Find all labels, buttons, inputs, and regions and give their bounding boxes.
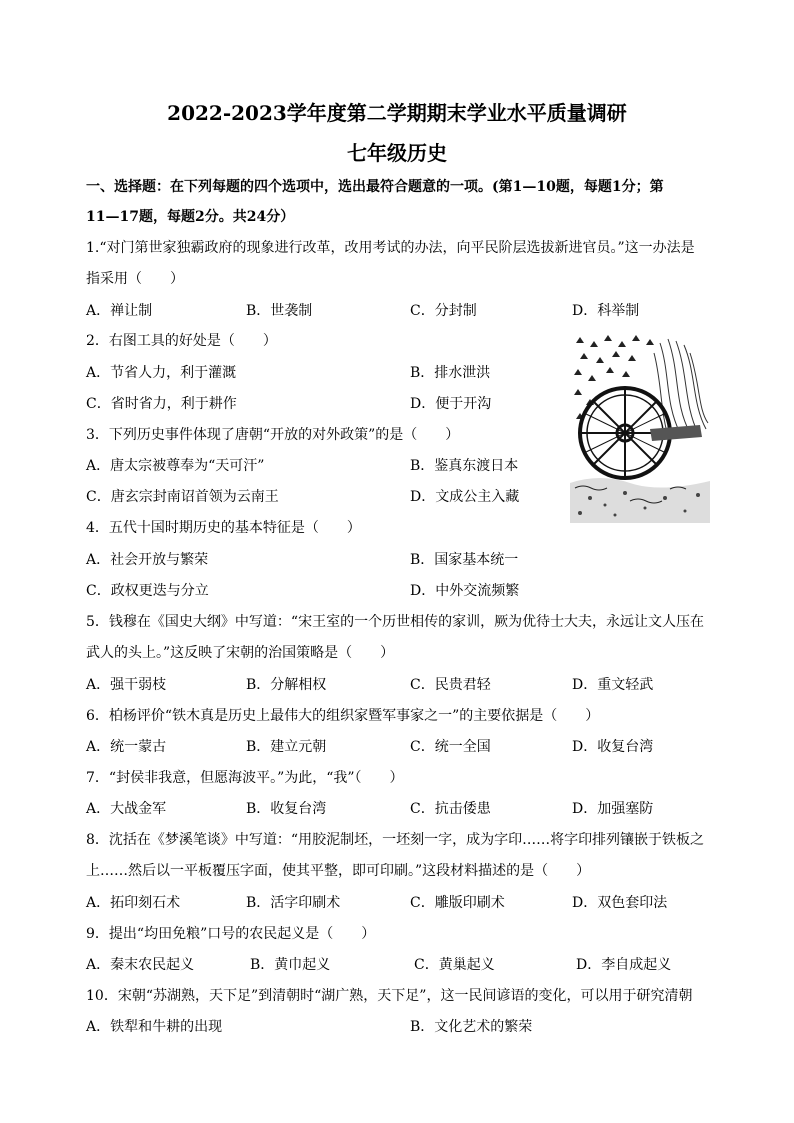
q9-stem: 9．提出“均田免粮”口号的农民起义是（ ） — [86, 926, 376, 942]
q1-option-c: C．分封制 — [410, 303, 477, 319]
q6-option-d: D．收复台湾 — [572, 739, 654, 755]
q1-option-a: A．禅让制 — [86, 303, 153, 319]
q4-option-c: C．政权更迭与分立 — [86, 583, 209, 599]
q3-option-a: A．唐太宗被尊奉为“天可汗” — [86, 458, 265, 474]
q7-option-d: D．加强塞防 — [572, 801, 654, 817]
q10-stem: 10．宋朝“苏湖熟，天下足”到清朝时“湖广熟，天下足”，这一民间谚语的变化，可以用于研究清朝 — [86, 988, 693, 1004]
q1-stem-line2: 指采用（ ） — [86, 271, 184, 287]
q7-option-a: A．大战金军 — [86, 801, 167, 817]
q4-option-a: A．社会开放与繁荣 — [86, 552, 209, 568]
q6-option-b: B．建立元朝 — [246, 739, 327, 755]
exam-title: 2022-2023学年度第二学期期末学业水平质量调研 — [167, 101, 627, 125]
q10-option-b: B．文化艺术的繁荣 — [410, 1019, 533, 1035]
exam-subtitle: 七年级历史 — [347, 141, 447, 165]
q8-stem-line2: 上……然后以一平板覆压字面，使其平整，即可印刷。”这段材料描述的是（ ） — [86, 863, 591, 879]
q8-option-a: A．拓印刻石术 — [86, 895, 181, 911]
q6-option-c: C．统一全国 — [410, 739, 491, 755]
q6-option-a: A．统一蒙古 — [86, 739, 167, 755]
q1-stem-line1: 1.“对门第世家独霸政府的现象进行改革，改用考试的办法，向平民阶层选拔新进官员。”这一办法是 — [86, 240, 695, 256]
q4-stem: 4．五代十国时期历史的基本特征是（ ） — [86, 520, 361, 536]
q1-option-d: D．科举制 — [572, 303, 640, 319]
q9-option-a: A．秦末农民起义 — [86, 957, 195, 973]
section-instructions-line2: 11—17题，每题2分。共24分） — [86, 209, 295, 225]
q7-option-c: C．抗击倭患 — [410, 801, 491, 817]
q3-option-c: C．唐玄宗封南诏首领为云南王 — [86, 489, 279, 505]
q3-option-b: B．鉴真东渡日本 — [410, 458, 519, 474]
q3-option-d: D．文成公主入藏 — [410, 489, 520, 505]
q5-option-a: A．强干弱枝 — [86, 677, 167, 693]
q9-option-d: D．李自成起义 — [576, 957, 672, 973]
q8-option-c: C．雕版印刷术 — [410, 895, 505, 911]
waterwheel-illustration — [570, 333, 710, 523]
q5-option-c: C．民贵君轻 — [410, 677, 491, 693]
q1-option-b: B．世袭制 — [246, 303, 313, 319]
q3-stem: 3．下列历史事件体现了唐朝“开放的对外政策”的是（ ） — [86, 427, 460, 443]
q2-option-a: A．节省人力，利于灌溉 — [86, 365, 237, 381]
q8-option-b: B．活字印刷术 — [246, 895, 341, 911]
section-instructions-line1: 一、选择题：在下列每题的四个选项中，选出最符合题意的一项。(第1—10题，每题1分；第 — [86, 179, 664, 195]
q5-option-d: D．重文轻武 — [572, 677, 654, 693]
q6-stem: 6．柏杨评价“铁木真是历史上最伟大的组织家暨军事家之一”的主要依据是（ ） — [86, 708, 600, 724]
q2-stem: 2．右图工具的好处是（ ） — [86, 333, 277, 349]
q8-option-d: D．双色套印法 — [572, 895, 668, 911]
q5-option-b: B．分解相权 — [246, 677, 327, 693]
q9-option-c: C．黄巢起义 — [414, 957, 495, 973]
q7-stem: 7．“封侯非我意，但愿海波平。”为此，“我”（ ） — [86, 770, 404, 786]
q9-option-b: B．黄巾起义 — [250, 957, 331, 973]
q5-stem-line2: 武人的头上。”这反映了宋朝的治国策略是（ ） — [86, 645, 395, 661]
q7-option-b: B．收复台湾 — [246, 801, 327, 817]
q2-option-d: D．便于开沟 — [410, 396, 492, 412]
q2-option-c: C．省时省力，利于耕作 — [86, 396, 237, 412]
q5-stem-line1: 5．钱穆在《国史大纲》中写道：“宋王室的一个历世相传的家训，厥为优待士大夫，永远让文人压在 — [86, 614, 705, 630]
q4-option-b: B．国家基本统一 — [410, 552, 519, 568]
q10-option-a: A．铁犁和牛耕的出现 — [86, 1019, 223, 1035]
q2-option-b: B．排水泄洪 — [410, 365, 491, 381]
q8-stem-line1: 8．沈括在《梦溪笔谈》中写道：“用胶泥制坯，一坯刻一字，成为字印……将字印排列镶嵌于铁板之 — [86, 832, 705, 848]
q4-option-d: D．中外交流频繁 — [410, 583, 520, 599]
